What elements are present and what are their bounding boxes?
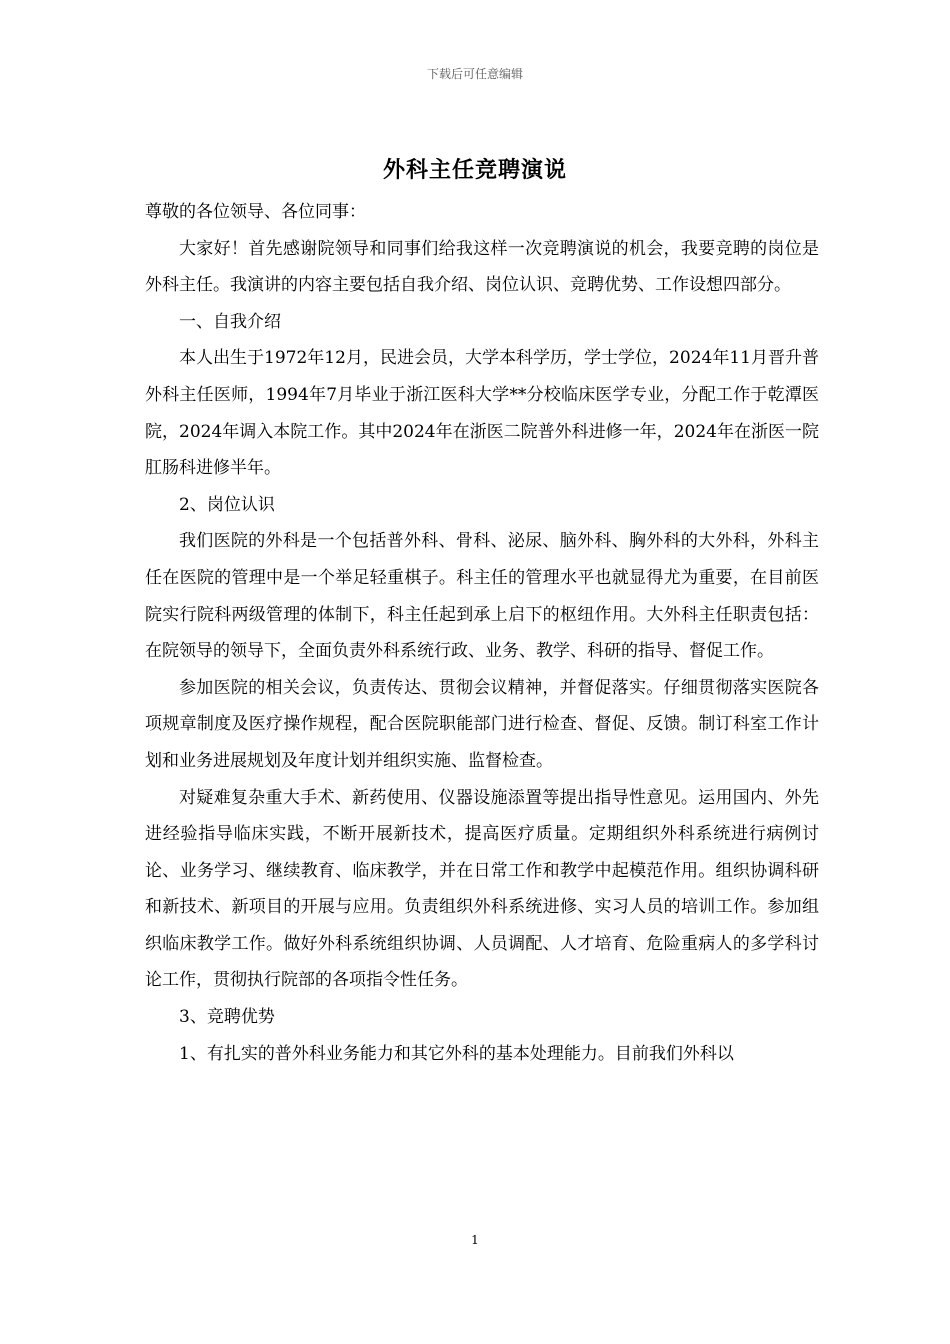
- salutation: 尊敬的各位领导、各位同事：: [145, 202, 366, 222]
- section-heading-position: 2、岗位认识: [179, 494, 275, 515]
- page-number: 1: [471, 1233, 479, 1247]
- paragraph-position-3: 对疑难复杂重大手术、新药使用、仪器设施添置等提出指导性意见。运用国内、外先进经验指导临床实践，不断开展新技术，提高医疗质量。定期组织外科系统进行病例讨论、业务学习、继续教育、临床教学，并在日常工作和教学中起模范作用。组织协调科研和新技术、新项目的开展与应用。负责组织外科系统进修、实习人员的培训工作。参加组织临床教学工作。做好外科系统组织协调、人员调配、人才培育、危险重病人的多学科讨论工作，贯彻执行院部的各项指令性任务。: [145, 787, 819, 991]
- document-body: [145, 194, 819, 1072]
- header-note: 下载后可任意编辑: [426, 67, 523, 81]
- paragraph-advantages-1: 1、有扎实的普外科业务能力和其它外科的基本处理能力。目前我们外科以: [179, 1043, 734, 1064]
- section-heading-self-intro: 一、自我介绍: [179, 311, 281, 332]
- paragraph-self-intro: 本人出生于1972年12月，民进会员，大学本科学历，学士学位，2024年11月晋升普外科主任医师，1994年7月毕业于浙江医科大学**分校临床医学专业，分配工作于乾潭医院，2024年调入本院工作。其中2024年在浙医二院普外科进修一年，2024年在浙医一院肛肠科进修半年。: [145, 348, 819, 479]
- section-heading-advantages: 3、竞聘优势: [179, 1007, 275, 1028]
- document-title: 外科主任竞聘演说: [382, 157, 567, 183]
- paragraph-position-2: 参加医院的相关会议，负责传达、贯彻会议精神，并督促落实。仔细贯彻落实医院各项规章制度及医疗操作规程，配合医院职能部门进行检查、督促、反馈。制订科室工作计划和业务进展规划及年度计划并组织实施、监督检查。: [145, 677, 819, 771]
- paragraph-intro: 大家好！首先感谢院领导和同事们给我这样一次竞聘演说的机会，我要竞聘的岗位是外科主任。我演讲的内容主要包括自我介绍、岗位认识、竞聘优势、工作设想四部分。: [145, 238, 819, 296]
- paragraph-position-1: 我们医院的外科是一个包括普外科、骨科、泌尿、脑外科、胸外科的大外科，外科主任在医院的管理中是一个举足轻重棋子。科主任的管理水平也就显得尤为重要，在目前医院实行院科两级管理的体制下，科主任起到承上启下的枢纽作用。大外科主任职责包括：在院领导的领导下，全面负责外科系统行政、业务、教学、科研的指导、督促工作。: [145, 531, 819, 662]
